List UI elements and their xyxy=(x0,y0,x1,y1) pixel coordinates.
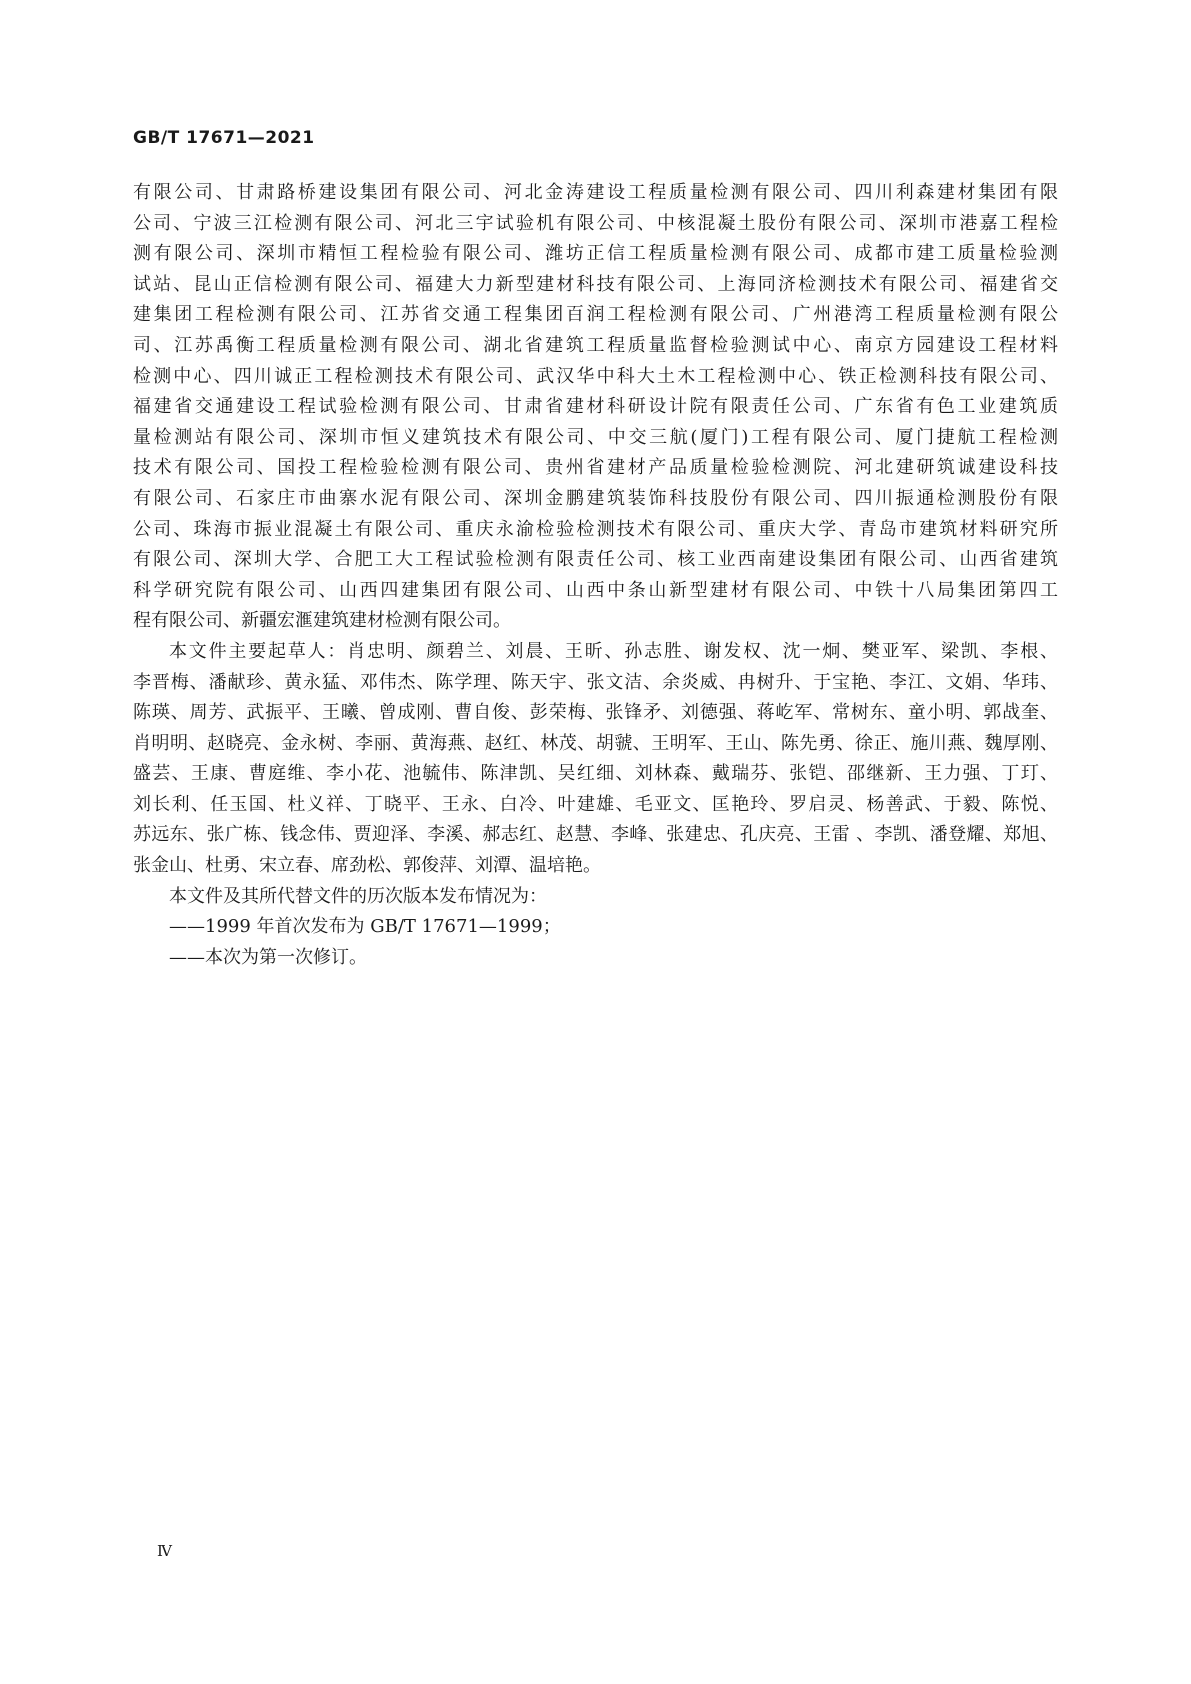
paragraph-line: 程有限公司、新疆宏滙建筑建材检测有限公司。 xyxy=(133,610,511,632)
paragraph-line: 有限公司、石家庄市曲寨水泥有限公司、深圳金鹏建筑装饰科技股份有限公司、四川振通检测股份有限 xyxy=(133,487,1058,509)
paragraph-line: 有限公司、甘肃路桥建设集团有限公司、河北金涛建设工程质量检测有限公司、四川利森建材集团有限 xyxy=(133,182,1058,203)
paragraph-line: 陈瑛、周芳、武振平、王曦、曾成刚、曹自俊、彭荣梅、张锋矛、刘德强、蒋屹军、常树东、童小明、郭战奎、 xyxy=(133,702,1058,724)
paragraph-line: 本文件主要起草人：肖忠明、颜碧兰、刘晨、王昕、孙志胜、谢发权、沈一炯、樊亚军、梁凯、李根、 xyxy=(169,640,1058,662)
paragraph-line: 技术有限公司、国投工程检验检测有限公司、贵州省建材产品质量检验检测院、河北建研筑诚建设科技 xyxy=(133,457,1058,479)
paragraph-line: 建集团工程检测有限公司、江苏省交通工程集团百润工程检测有限公司、广州港湾工程质量检测有限公 xyxy=(133,304,1058,326)
document-body xyxy=(133,178,1058,973)
history-section xyxy=(133,882,1058,974)
standard-code-header: GB/T 17671—2021 xyxy=(133,128,315,148)
paragraph-line: 司、江苏禹衡工程质量检测有限公司、湖北省建筑工程质量监督检验测试中心、南京方园建设工程材料 xyxy=(133,334,1058,356)
paragraph-line: 苏远东、张广栋、钱念伟、贾迎泽、李溪、郝志红、赵慧、李峰、张建忠、孔庆亮、王雷 、李凯、潘登耀、郑旭、 xyxy=(133,824,1058,846)
paragraph-line: 有限公司、深圳大学、合肥工大工程试验检测有限责任公司、核工业西南建设集团有限公司、山西省建筑 xyxy=(133,549,1058,571)
organizations-paragraph xyxy=(133,178,1058,637)
page-number: Ⅳ xyxy=(157,1542,172,1560)
paragraph-line: 肖明明、赵晓亮、金永树、李丽、黄海燕、赵红、林茂、胡虢、王明军、王山、陈先勇、徐正、施川燕、魏厚刚、 xyxy=(133,732,1058,754)
paragraph-line: 盛芸、王康、曹庭维、李小花、池毓伟、陈津凯、吴红细、刘林森、戴瑞芬、张铠、邵继新、王力强、丁玎、 xyxy=(133,763,1058,785)
paragraph-line: 公司、珠海市振业混凝土有限公司、重庆永渝检验检测技术有限公司、重庆大学、青岛市建筑材料研究所 xyxy=(133,518,1058,540)
paragraph-line: 刘长利、任玉国、杜义祥、丁晓平、王永、白冷、叶建雄、毛亚文、匡艳玲、罗启灵、杨善武、于毅、陈悦、 xyxy=(133,793,1058,815)
drafters-paragraph xyxy=(133,637,1058,882)
paragraph-line: 测有限公司、深圳市精恒工程检验有限公司、潍坊正信工程质量检测有限公司、成都市建工质量检验测 xyxy=(133,243,1058,265)
history-intro: 本文件及其所代替文件的历次版本发布情况为： xyxy=(169,885,547,907)
history-item: ——本次为第一次修订。 xyxy=(169,946,367,968)
paragraph-line: 检测中心、四川诚正工程检测技术有限公司、武汉华中科大土木工程检测中心、铁正检测科技有限公司、 xyxy=(133,365,1058,387)
paragraph-line: 公司、宁波三江检测有限公司、河北三宇试验机有限公司、中核混凝土股份有限公司、深圳市港嘉工程检 xyxy=(133,212,1058,234)
paragraph-line: 试站、昆山正信检测有限公司、福建大力新型建材科技有限公司、上海同济检测技术有限公司、福建省交 xyxy=(133,273,1058,295)
paragraph-line: 科学研究院有限公司、山西四建集团有限公司、山西中条山新型建材有限公司、中铁十八局集团第四工 xyxy=(133,579,1058,601)
paragraph-line: 量检测站有限公司、深圳市恒义建筑技术有限公司、中交三航(厦门)工程有限公司、厦门捷航工程检测 xyxy=(133,426,1058,448)
paragraph-line: 福建省交通建设工程试验检测有限公司、甘肃省建材科研设计院有限责任公司、广东省有色工业建筑质 xyxy=(133,396,1058,418)
paragraph-line: 李晋梅、潘献珍、黄永猛、邓伟杰、陈学理、陈天宇、张文洁、余炎威、冉树升、于宝艳、李江、文娟、华玮、 xyxy=(133,671,1058,693)
history-item: ——1999 年首次发布为 GB/T 17671—1999； xyxy=(169,916,561,938)
paragraph-line: 张金山、杜勇、宋立春、席劲松、郭俊萍、刘潭、温培艳。 xyxy=(133,855,601,877)
